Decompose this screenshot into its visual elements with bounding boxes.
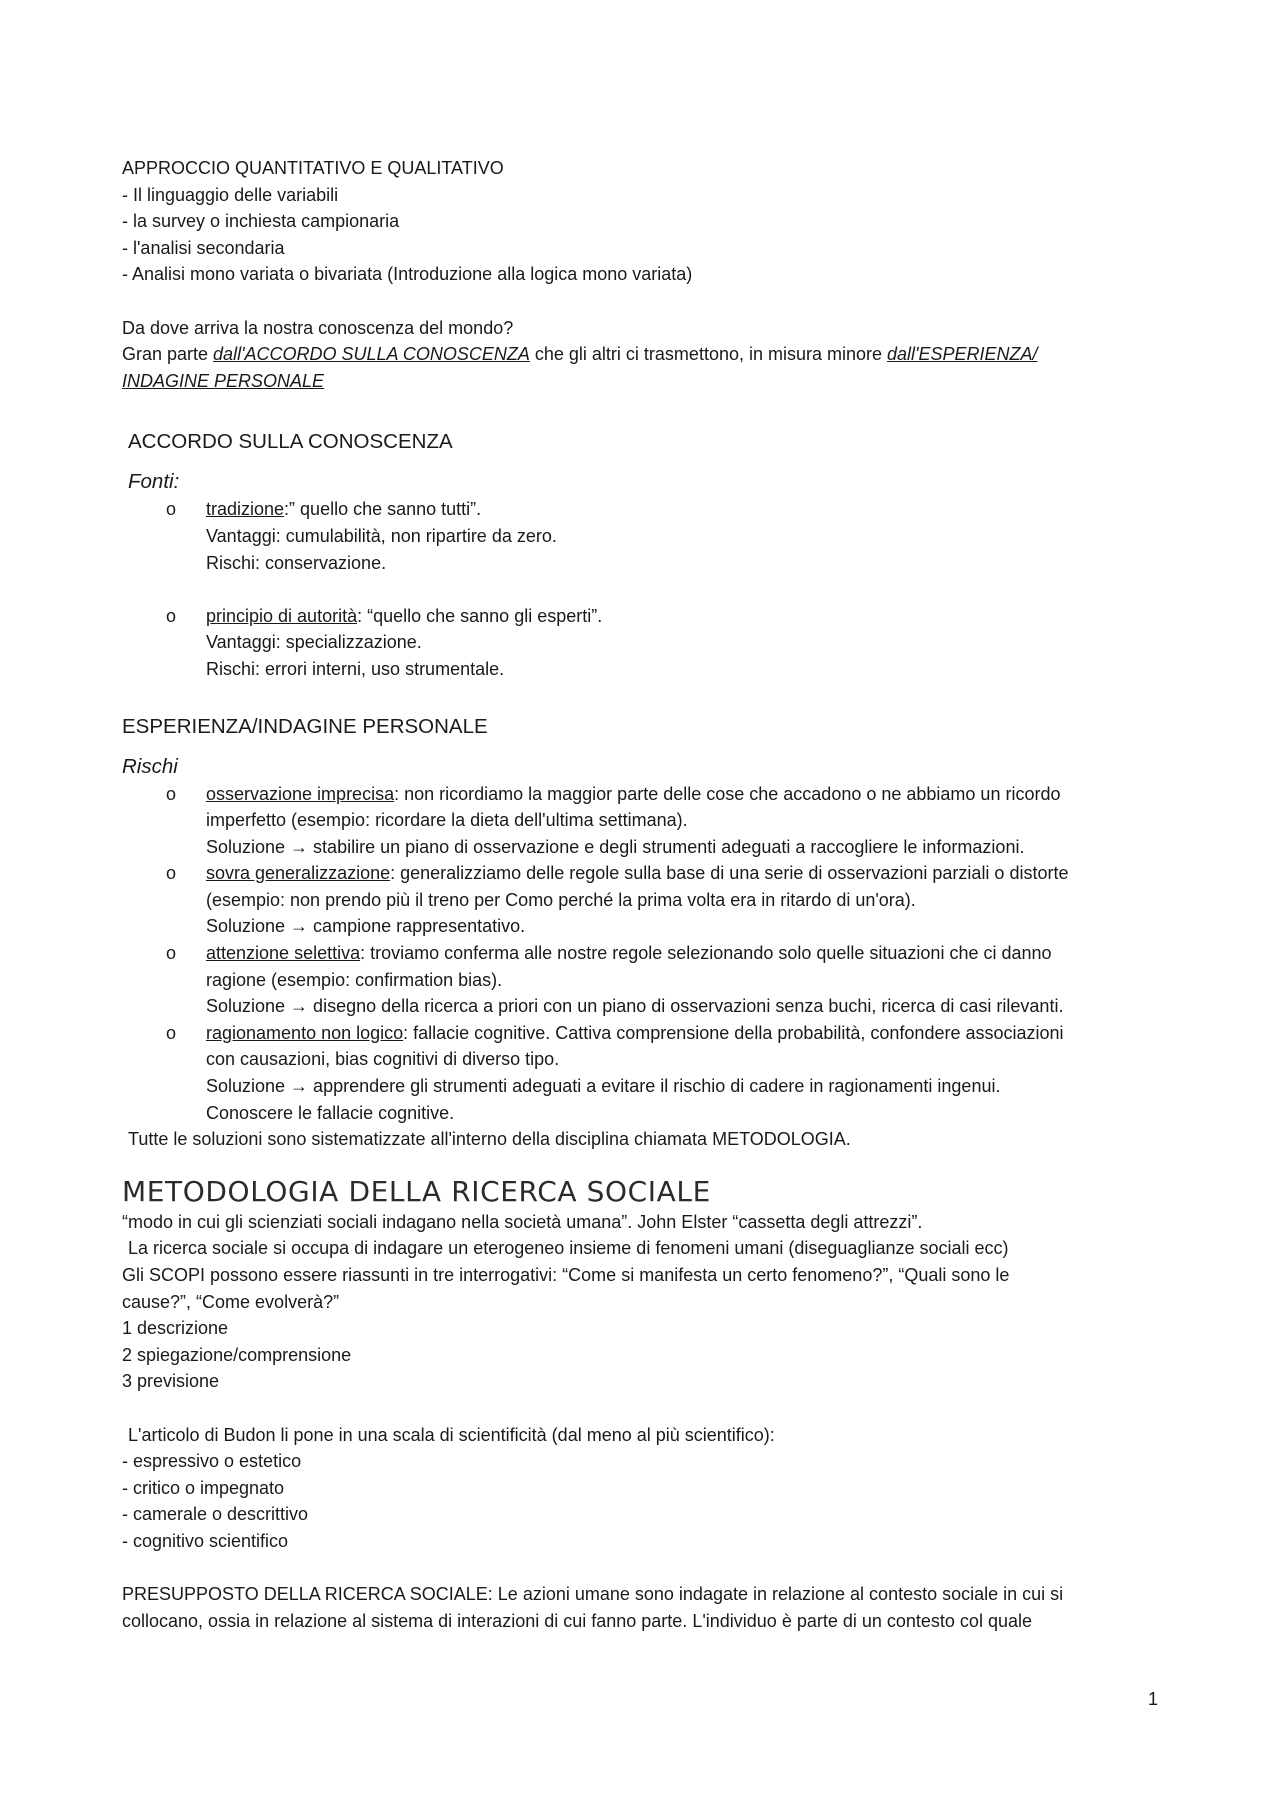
rischi-label: Rischi xyxy=(122,754,178,778)
page-number: 1 xyxy=(1148,1689,1159,1709)
bullet-icon: o xyxy=(166,783,177,804)
bullet-icon: o xyxy=(166,1022,177,1043)
fonte-item-tradizione xyxy=(122,496,1172,602)
rischio-soluzione: Soluzione → apprendere gli strumenti adeguati a evitare il rischio di cadere in ragionamenti ingenui. xyxy=(206,1076,1001,1097)
fonte-term: principio di autorità xyxy=(206,605,358,626)
answer-text: che gli altri ci trasmettono, in misura minore xyxy=(529,344,888,365)
scale-item: - critico o impegnato xyxy=(122,1477,285,1498)
rischio-item xyxy=(122,1020,1172,1126)
page-content xyxy=(122,155,1172,1634)
rischio-soluzione: Soluzione → disegno della ricerca a priori con un piano di osservazioni senza buchi, ricerca di casi rilevanti. xyxy=(206,996,1064,1017)
rischio-item xyxy=(122,781,1172,861)
intro-item: - la survey o inchiesta campionaria xyxy=(122,211,400,232)
metodologia-line: La ricerca sociale si occupa di indagare un eterogeneo insieme di fenomeni umani (diseguaglianze sociali ecc) xyxy=(128,1238,1009,1259)
scale-item: - espressivo o estetico xyxy=(122,1451,302,1472)
intro-title: APPROCCIO QUANTITATIVO E QUALITATIVO xyxy=(122,158,504,178)
rischio-text: ragione (esempio: confirmation bias). xyxy=(206,969,503,990)
rischi-list xyxy=(122,781,1172,1127)
rischio-term: ragionamento non logico xyxy=(206,1022,404,1043)
accordo-reference: dall'ACCORDO SULLA CONOSCENZA xyxy=(213,344,530,365)
rischio-text: : fallacie cognitive. Cattiva comprensione della probabilità, confondere associazioni xyxy=(403,1022,1064,1043)
esperienza-closing: Tutte le soluzioni sono sistematizzate all'interno della disciplina chiamata METODOLOGIA. xyxy=(128,1129,851,1150)
rischio-soluzione: Soluzione → stabilire un piano di osservazione e degli strumenti adeguati a raccogliere le informazioni. xyxy=(206,836,1025,857)
metodologia-title: METODOLOGIA DELLA RICERCA SOCIALE xyxy=(122,1174,711,1208)
rischio-text: : generalizziamo delle regole sulla base di una serie di osservazioni parziali o distorte xyxy=(390,863,1069,884)
rischio-text: : troviamo conferma alle nostre regole selezionando solo quelle situazioni che ci danno xyxy=(360,943,1052,964)
rischio-term: osservazione imprecisa xyxy=(206,783,395,804)
rischio-text: con causazioni, bias cognitivi di diverso tipo. xyxy=(206,1049,560,1070)
rischio-term: attenzione selettiva xyxy=(206,943,361,964)
intro-item: - Il linguaggio delle variabili xyxy=(122,184,339,205)
scale-item: - camerale o descrittivo xyxy=(122,1504,309,1525)
fonte-rischi: Rischi: errori interni, uso strumentale. xyxy=(206,658,505,679)
metodologia-line: cause?”, “Come evolverà?” xyxy=(122,1291,340,1312)
rischio-term: sovra generalizzazione xyxy=(206,863,391,884)
question-answer xyxy=(122,341,1172,368)
intro-item: - l'analisi secondaria xyxy=(122,237,285,258)
metodologia-line: “modo in cui gli scienziati sociali indagano nella società umana”. John Elster “cassetta degli attrezzi”. xyxy=(122,1211,923,1232)
rischio-item xyxy=(122,940,1172,1020)
fonte-def: :” quello che sanno tutti”. xyxy=(284,499,482,520)
esperienza-reference-cont: INDAGINE PERSONALE xyxy=(122,370,325,391)
question-line: Da dove arriva la nostra conoscenza del mondo? xyxy=(122,317,514,338)
fonti-label: Fonti: xyxy=(128,470,180,494)
esperienza-reference: dall'ESPERIENZA/ xyxy=(887,344,1038,365)
aim-item: 3 previsione xyxy=(122,1371,220,1392)
budon-line: L'articolo di Budon li pone in una scala di scientificità (dal meno al più scientifico): xyxy=(128,1424,775,1445)
aim-item: 1 descrizione xyxy=(122,1318,229,1339)
bullet-icon: o xyxy=(166,499,177,520)
aim-item: 2 spiegazione/comprensione xyxy=(122,1344,352,1365)
fonti-list xyxy=(122,496,1172,682)
presupposto-line: collocano, ossia in relazione al sistema di interazioni di cui fanno parte. L'individuo è parte di un contesto col quale xyxy=(122,1610,1032,1631)
scale-item: - cognitivo scientifico xyxy=(122,1530,289,1551)
rischio-text: : non ricordiamo la maggior parte delle cose che accadono o ne abbiamo un ricordo xyxy=(394,783,1061,804)
answer-text: Gran parte xyxy=(122,344,214,365)
fonte-item-autorita xyxy=(122,603,1172,683)
rischio-soluzione-cont: Conoscere le fallacie cognitive. xyxy=(206,1102,455,1123)
fonte-vantaggi: Vantaggi: specializzazione. xyxy=(206,632,422,653)
fonte-vantaggi: Vantaggi: cumulabilità, non ripartire da zero. xyxy=(206,525,557,546)
rischio-text: (esempio: non prendo più il treno per Como perché la prima volta era in ritardo di un'ora). xyxy=(206,889,916,910)
bullet-icon: o xyxy=(166,943,177,964)
accordo-heading: ACCORDO SULLA CONOSCENZA xyxy=(128,430,453,454)
rischio-item xyxy=(122,860,1172,940)
esperienza-heading: ESPERIENZA/INDAGINE PERSONALE xyxy=(122,714,488,738)
rischio-soluzione: Soluzione → campione rappresentativo. xyxy=(206,916,526,937)
bullet-icon: o xyxy=(166,863,177,884)
bullet-icon: o xyxy=(166,605,177,626)
presupposto-line: PRESUPPOSTO DELLA RICERCA SOCIALE: Le azioni umane sono indagate in relazione al contesto sociale in cui si xyxy=(122,1584,1064,1605)
fonte-term: tradizione xyxy=(206,499,285,520)
fonte-rischi: Rischi: conservazione. xyxy=(206,552,387,573)
fonte-def: : “quello che sanno gli esperti”. xyxy=(357,605,603,626)
intro-item: - Analisi mono variata o bivariata (Introduzione alla logica mono variata) xyxy=(122,264,693,285)
metodologia-line: Gli SCOPI possono essere riassunti in tre interrogativi: “Come si manifesta un certo fenomeno?”, “Quali sono le xyxy=(122,1265,1010,1285)
rischio-text: imperfetto (esempio: ricordare la dieta dell'ultima settimana). xyxy=(206,810,688,831)
